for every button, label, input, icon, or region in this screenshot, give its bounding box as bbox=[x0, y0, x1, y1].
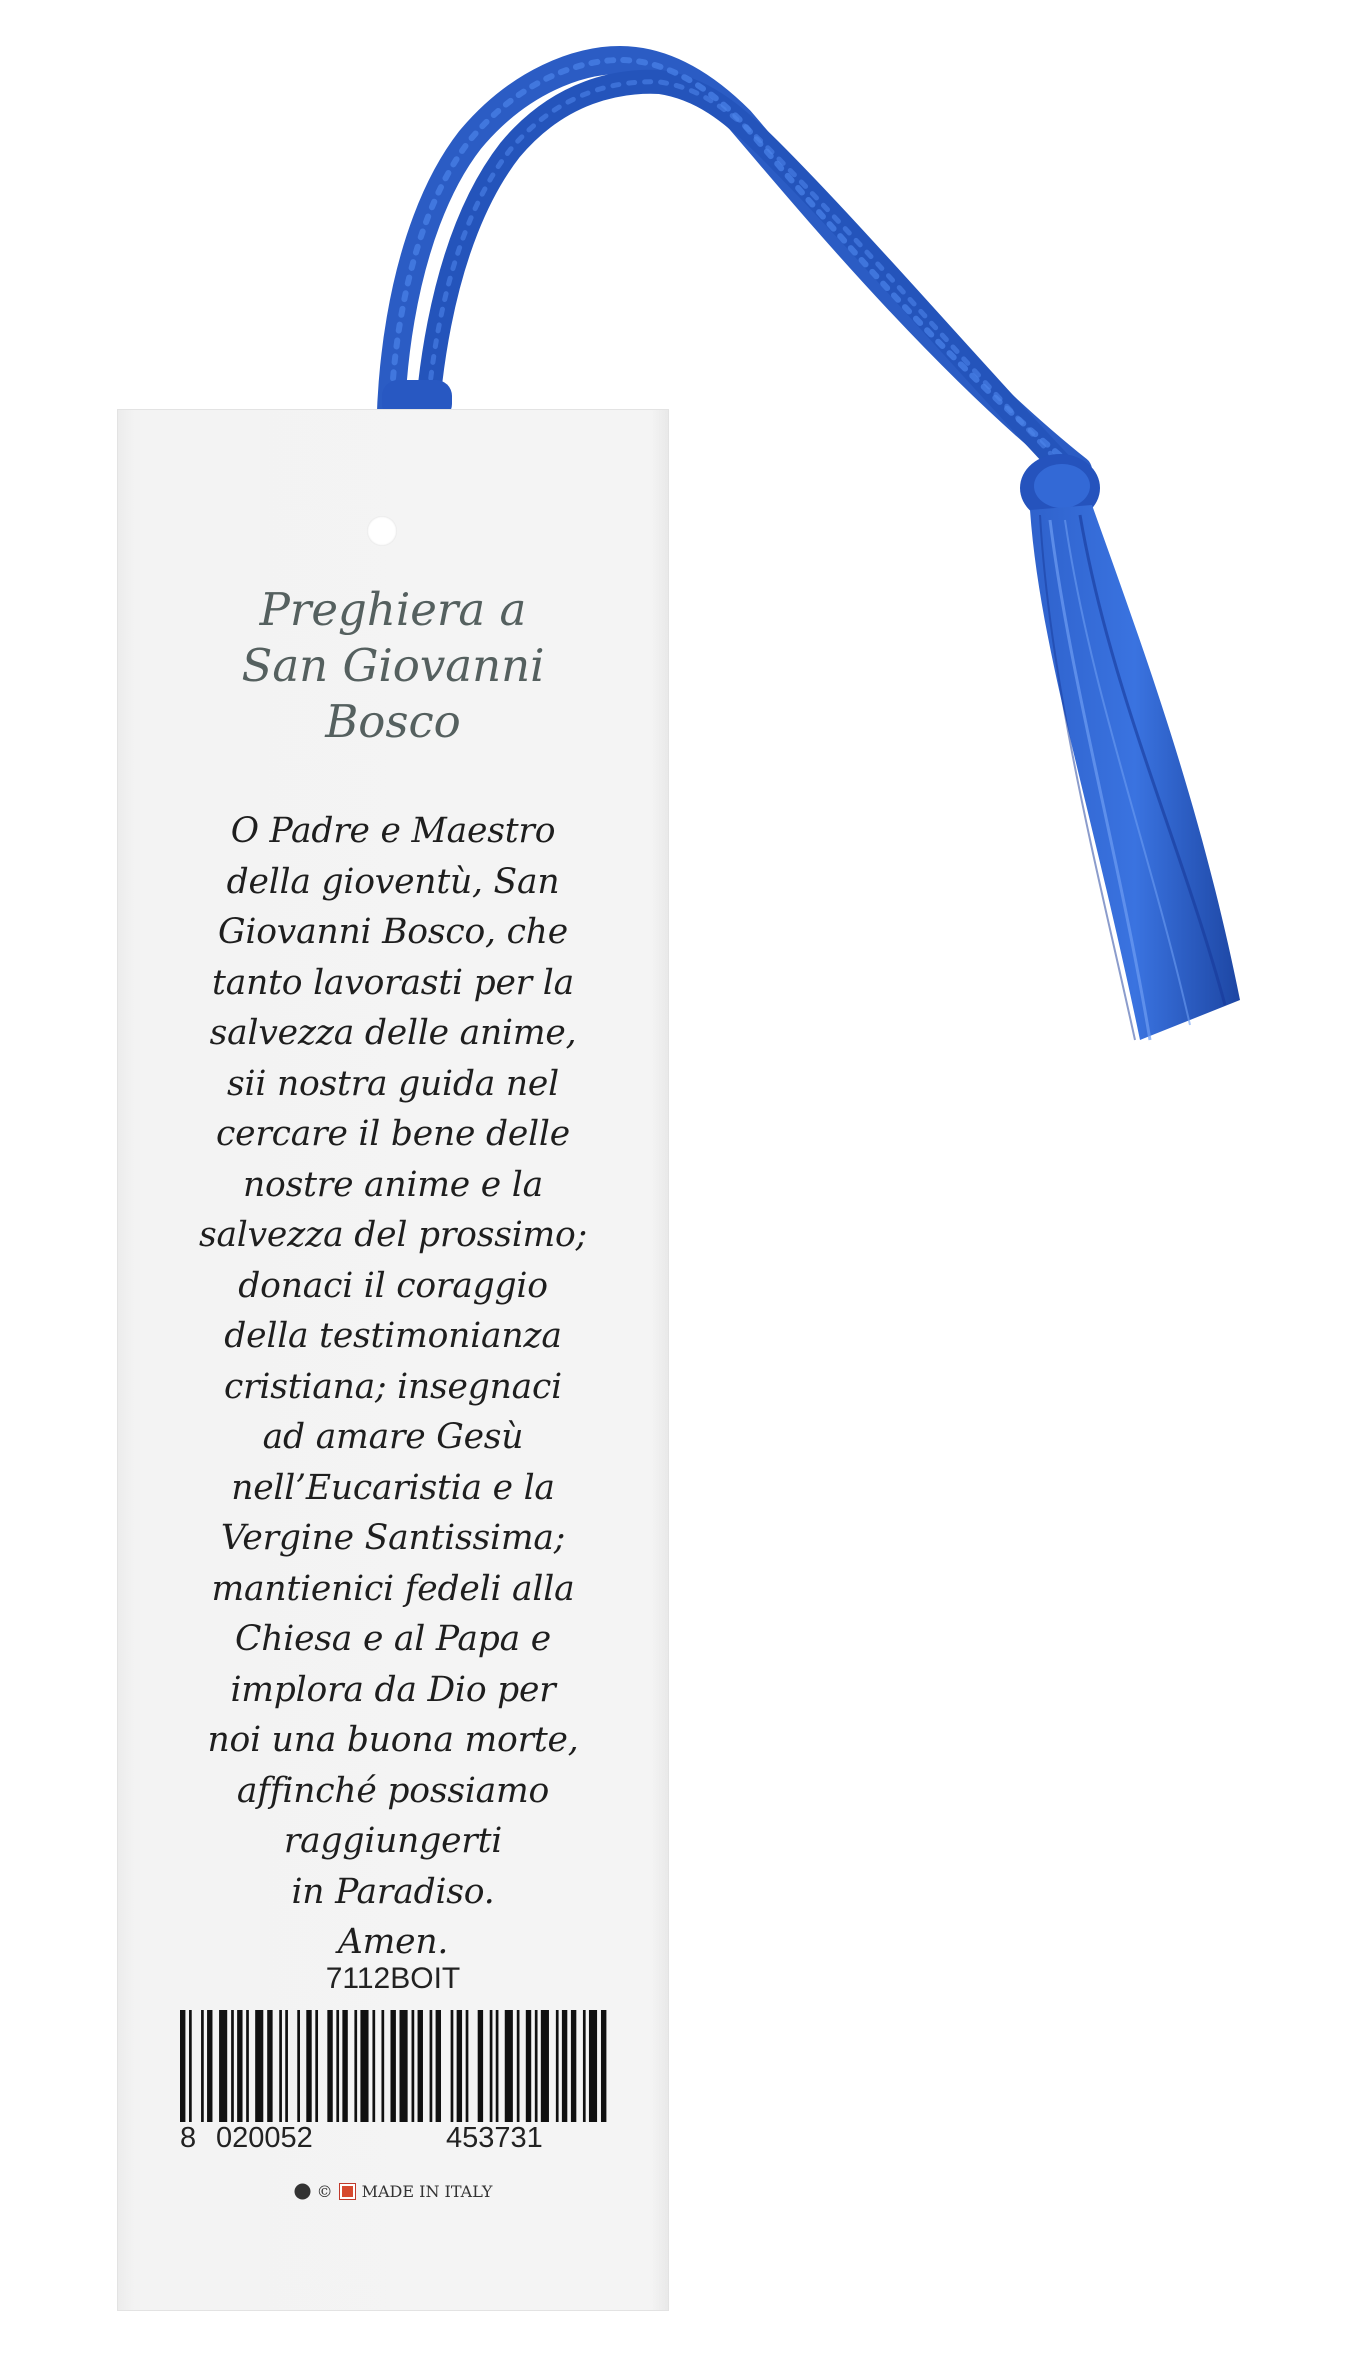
prayer-line: della gioventù, San bbox=[226, 861, 560, 902]
prayer-line: donaci il coraggio bbox=[238, 1265, 548, 1306]
prayer-line: salvezza del prossimo; bbox=[198, 1215, 588, 1255]
brand-logo-icon bbox=[294, 2183, 311, 2200]
prayer-line: della testimonianza bbox=[224, 1316, 562, 1356]
prayer-title bbox=[118, 582, 668, 750]
prayer-line: implora da Dio per bbox=[230, 1669, 556, 1710]
title-line: San Giovanni bbox=[241, 639, 545, 692]
prayer-line: Giovanni Bosco, che bbox=[218, 912, 568, 952]
prayer-line: in Paradiso. bbox=[291, 1871, 495, 1912]
prayer-line: sii nostra guida nel bbox=[227, 1063, 559, 1104]
copyright-symbol: © bbox=[316, 2182, 333, 2201]
barcode-digits bbox=[180, 2122, 610, 2162]
prayer-text bbox=[118, 806, 668, 1968]
prayer-line: salvezza delle anime, bbox=[209, 1013, 577, 1053]
prayer-line: nell’Eucaristia e la bbox=[231, 1467, 555, 1508]
barcode-digit-prefix: 8 bbox=[180, 2122, 197, 2154]
prayer-line: noi una buona morte, bbox=[207, 1720, 579, 1760]
prayer-line: raggiungerti bbox=[283, 1821, 503, 1861]
prayer-line: mantienici fedeli alla bbox=[211, 1568, 575, 1609]
prayer-line: Vergine Santissima; bbox=[220, 1518, 566, 1558]
barcode-digit-group-1: 020052 bbox=[216, 2122, 313, 2154]
made-in-label: MADE IN ITALY bbox=[361, 2182, 493, 2201]
prayer-line: cristiana; insegnaci bbox=[223, 1366, 562, 1407]
punch-hole bbox=[367, 516, 397, 546]
prayer-line: O Padre e Maestro bbox=[230, 811, 556, 851]
prayer-line: affinché possiamo bbox=[236, 1770, 550, 1811]
prayer-line: nostre anime e la bbox=[243, 1164, 543, 1205]
product-code: 7112BOIT bbox=[325, 1962, 461, 1995]
title-line: Preghiera a bbox=[259, 583, 527, 636]
barcode-digit-group-2: 453731 bbox=[446, 2122, 543, 2154]
barcode bbox=[180, 2010, 610, 2122]
prayer-line: tanto lavorasti per la bbox=[212, 962, 574, 1003]
prayer-line: Chiesa e al Papa e bbox=[235, 1619, 551, 1659]
company-mark-icon bbox=[339, 2183, 356, 2200]
prayer-line: cercare il bene delle bbox=[216, 1114, 570, 1154]
title-line: Bosco bbox=[325, 695, 461, 748]
prayer-line: Amen. bbox=[337, 1922, 449, 1962]
manufacturer-footer bbox=[118, 2182, 668, 2201]
bookmark-card bbox=[118, 410, 668, 2310]
prayer-line: ad amare Gesù bbox=[262, 1417, 524, 1457]
